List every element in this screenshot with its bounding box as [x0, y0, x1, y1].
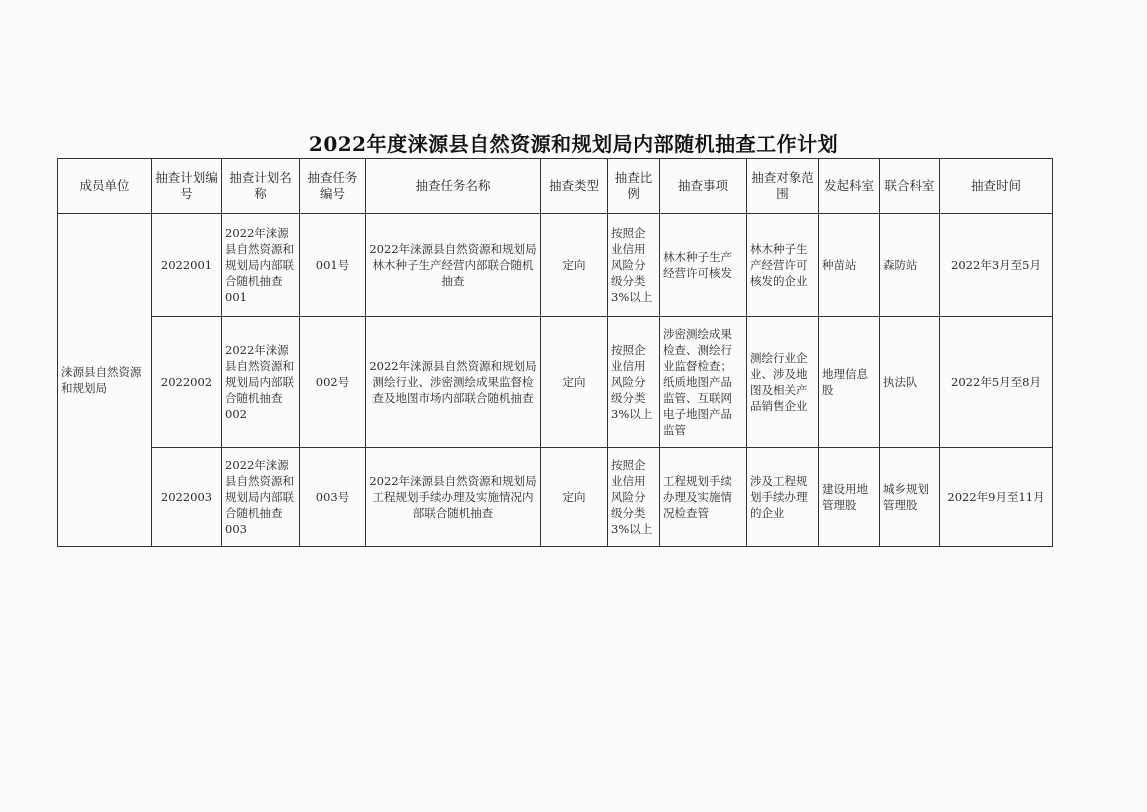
- task-no-cell: 003号: [300, 448, 366, 547]
- plan-no-cell: 2022001: [152, 214, 222, 317]
- type-cell: 定向: [541, 317, 608, 448]
- plan-no-cell: 2022003: [152, 448, 222, 547]
- header-type: 抽查类型: [541, 159, 608, 214]
- table-row: [58, 214, 1053, 317]
- joint-dept-cell: 森防站: [880, 214, 940, 317]
- ratio-cell: 按照企业信用风险分级分类3%以上: [608, 448, 660, 547]
- header-initiating-dept: 发起科室: [819, 159, 880, 214]
- header-plan-no: 抽查计划编号: [152, 159, 222, 214]
- time-cell: 2022年5月至8月: [940, 317, 1053, 448]
- header-task-no: 抽查任务编号: [300, 159, 366, 214]
- plan-name-cell: 2022年涞源县自然资源和规划局内部联合随机抽查003: [222, 448, 300, 547]
- task-name-cell: 2022年涞源县自然资源和规划局工程规划手续办理及实施情况内部联合随机抽查: [366, 448, 541, 547]
- member-unit-cell: 涞源县自然资源和规划局: [58, 214, 152, 547]
- table-header-row: [58, 159, 1053, 214]
- type-cell: 定向: [541, 214, 608, 317]
- scope-cell: 测绘行业企业、涉及地图及相关产品销售企业: [747, 317, 819, 448]
- task-name-cell: 2022年涞源县自然资源和规划局林木种子生产经营内部联合随机抽查: [366, 214, 541, 317]
- plan-name-cell: 2022年涞源县自然资源和规划局内部联合随机抽查002: [222, 317, 300, 448]
- type-cell: 定向: [541, 448, 608, 547]
- plan-name-cell: 2022年涞源县自然资源和规划局内部联合随机抽查001: [222, 214, 300, 317]
- plan-no-cell: 2022002: [152, 317, 222, 448]
- task-name-cell: 2022年涞源县自然资源和规划局测绘行业、涉密测绘成果监督检查及地图市场内部联合随机抽查: [366, 317, 541, 448]
- matter-cell: 涉密测绘成果检查、测绘行业监督检查；纸质地图产品监管、互联网电子地图产品监管: [660, 317, 747, 448]
- scope-cell: 涉及工程规划手续办理的企业: [747, 448, 819, 547]
- header-plan-name: 抽查计划名称: [222, 159, 300, 214]
- inspection-plan-table: [57, 158, 1053, 547]
- initiating-dept-cell: 地理信息股: [819, 317, 880, 448]
- ratio-cell: 按照企业信用风险分级分类3%以上: [608, 317, 660, 448]
- header-matter: 抽查事项: [660, 159, 747, 214]
- header-member-unit: 成员单位: [58, 159, 152, 214]
- initiating-dept-cell: 种苗站: [819, 214, 880, 317]
- table-row: [58, 448, 1053, 547]
- header-joint-dept: 联合科室: [880, 159, 940, 214]
- time-cell: 2022年3月至5月: [940, 214, 1053, 317]
- header-task-name: 抽查任务名称: [366, 159, 541, 214]
- joint-dept-cell: 城乡规划管理股: [880, 448, 940, 547]
- joint-dept-cell: 执法队: [880, 317, 940, 448]
- task-no-cell: 001号: [300, 214, 366, 317]
- header-ratio: 抽查比例: [608, 159, 660, 214]
- matter-cell: 工程规划手续办理及实施情况检查管: [660, 448, 747, 547]
- task-no-cell: 002号: [300, 317, 366, 448]
- ratio-cell: 按照企业信用风险分级分类3%以上: [608, 214, 660, 317]
- document-title: 2022年度涞源县自然资源和规划局内部随机抽查工作计划: [308, 132, 839, 156]
- scope-cell: 林木种子生产经营许可核发的企业: [747, 214, 819, 317]
- table-row: [58, 317, 1053, 448]
- header-time: 抽查时间: [940, 159, 1053, 214]
- time-cell: 2022年9月至11月: [940, 448, 1053, 547]
- header-scope: 抽查对象范围: [747, 159, 819, 214]
- matter-cell: 林木种子生产经营许可核发: [660, 214, 747, 317]
- initiating-dept-cell: 建设用地管理股: [819, 448, 880, 547]
